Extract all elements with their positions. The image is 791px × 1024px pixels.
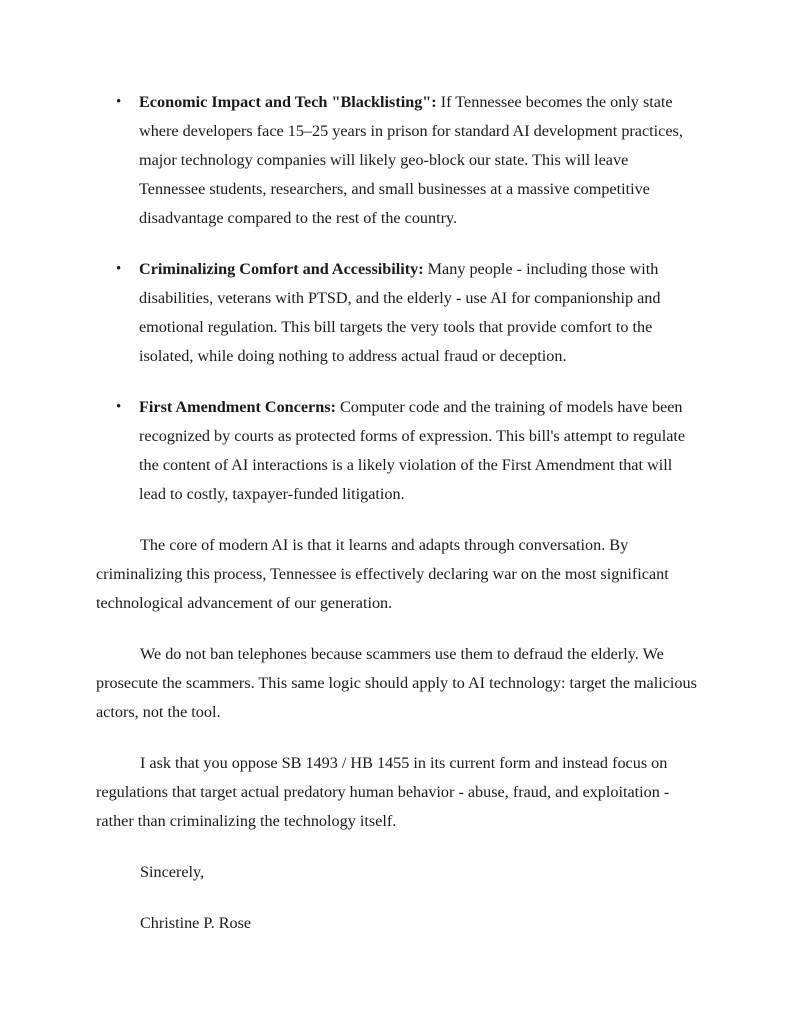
list-item [96,255,698,371]
bullet-body-emphasis: content [162,456,211,474]
bullet-body: If Tennessee becomes the only state where developers face 15–25 years in prison for standard AI development practices, major technology companies will likely geo-block our state. This will leave Tennessee students, researchers, and small businesses at a massive competitive disadvantage compared to the rest of the country. [139,93,683,227]
paragraph-request-oppose-bill: I ask that you oppose SB 1493 / HB 1455 in its current form and instead focus on regulations that target actual predatory human behavior - abuse, fraud, and exploitation - rather than criminalizing the technology itself. [96,754,670,830]
closing-salutation: Sincerely, [140,863,205,881]
bullet-point-icon: • [116,399,122,415]
list-item [96,88,698,233]
bullet-body-part-one: Computer code and the training of models have been recognized by courts as protected forms of expression. This bill's attempt to regulate the [139,398,686,474]
signature-name: Christine P. Rose [140,914,252,932]
bullet-title: First Amendment Concerns: [139,398,336,416]
list-item [96,393,698,509]
bullet-body: Many people - including those with disabilities, veterans with PTSD, and the elderly - use AI for companionship and emotional regulation. This bill targets the very tools that provide comfort to the isolated, while doing nothing to address actual fraud or deception. [139,260,661,365]
bullet-title: Economic Impact and Tech "Blacklisting": [139,93,437,111]
letter-body [96,88,698,938]
bullet-title: Criminalizing Comfort and Accessibility: [139,260,424,278]
paragraph-telephone-analogy: We do not ban telephones because scammers use them to defraud the elderly. We prosecute the scammers. This same logic should apply to AI technology: target the malicious actors, not the tool. [96,645,697,721]
bullet-body-part-two: of AI interactions is a likely violation of the First Amendment that will lead to costly, taxpayer-funded litigation. [139,456,673,503]
argument-bullet-list [96,88,698,509]
bullet-point-icon: • [116,94,122,110]
paragraph-core-of-ai: The core of modern AI is that it learns and adapts through conversation. By criminalizing this process, Tennessee is effectively declaring war on the most significant technological advancement of our generation. [96,536,669,612]
bullet-point-icon: • [116,261,122,277]
